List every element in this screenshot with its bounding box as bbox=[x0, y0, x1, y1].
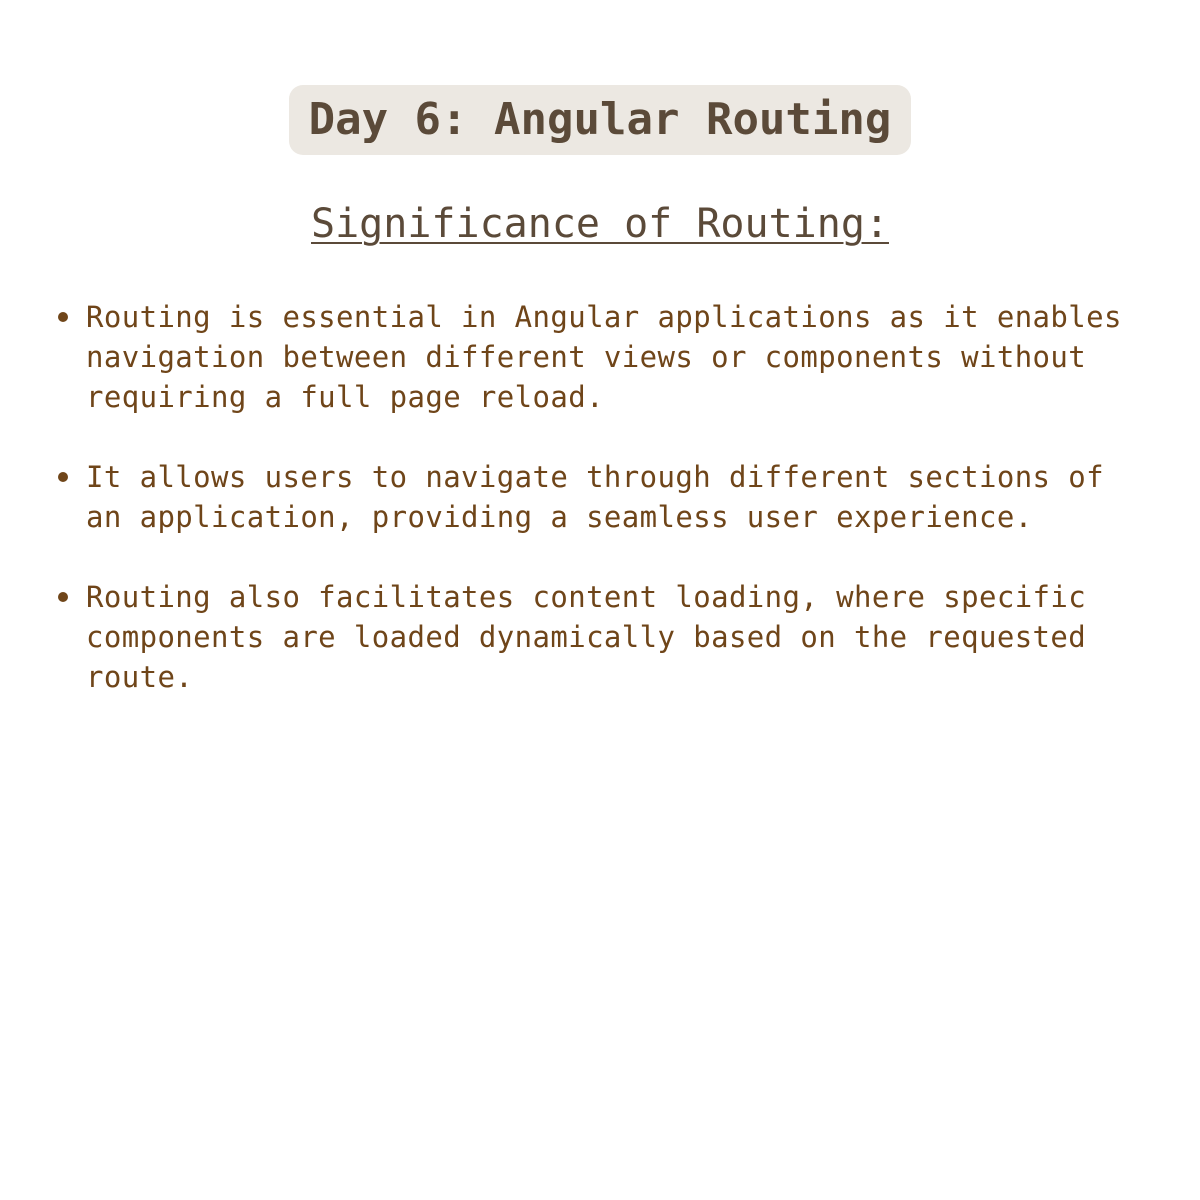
bullet-list bbox=[0, 297, 1200, 737]
section-heading: Significance of Routing: bbox=[311, 201, 889, 247]
list-item-text: Routing is essential in Angular applications as it enables navigation between different views or components without requiring a full page reload. bbox=[86, 300, 1122, 414]
subtitle-container bbox=[0, 198, 1200, 250]
list-item-text: It allows users to navigate through different sections of an application, providing a seamless user experience. bbox=[86, 460, 1104, 534]
bullet-icon bbox=[58, 472, 68, 482]
bullet-icon bbox=[58, 312, 68, 322]
title-container bbox=[0, 85, 1200, 155]
page-title: Day 6: Angular Routing bbox=[289, 85, 912, 155]
list-item bbox=[0, 577, 1200, 697]
list-item bbox=[0, 457, 1200, 537]
bullet-icon bbox=[58, 592, 68, 602]
list-item bbox=[0, 297, 1200, 417]
list-item-text: Routing also facilitates content loading, where specific components are loaded dynamically based on the requested route. bbox=[86, 580, 1087, 694]
